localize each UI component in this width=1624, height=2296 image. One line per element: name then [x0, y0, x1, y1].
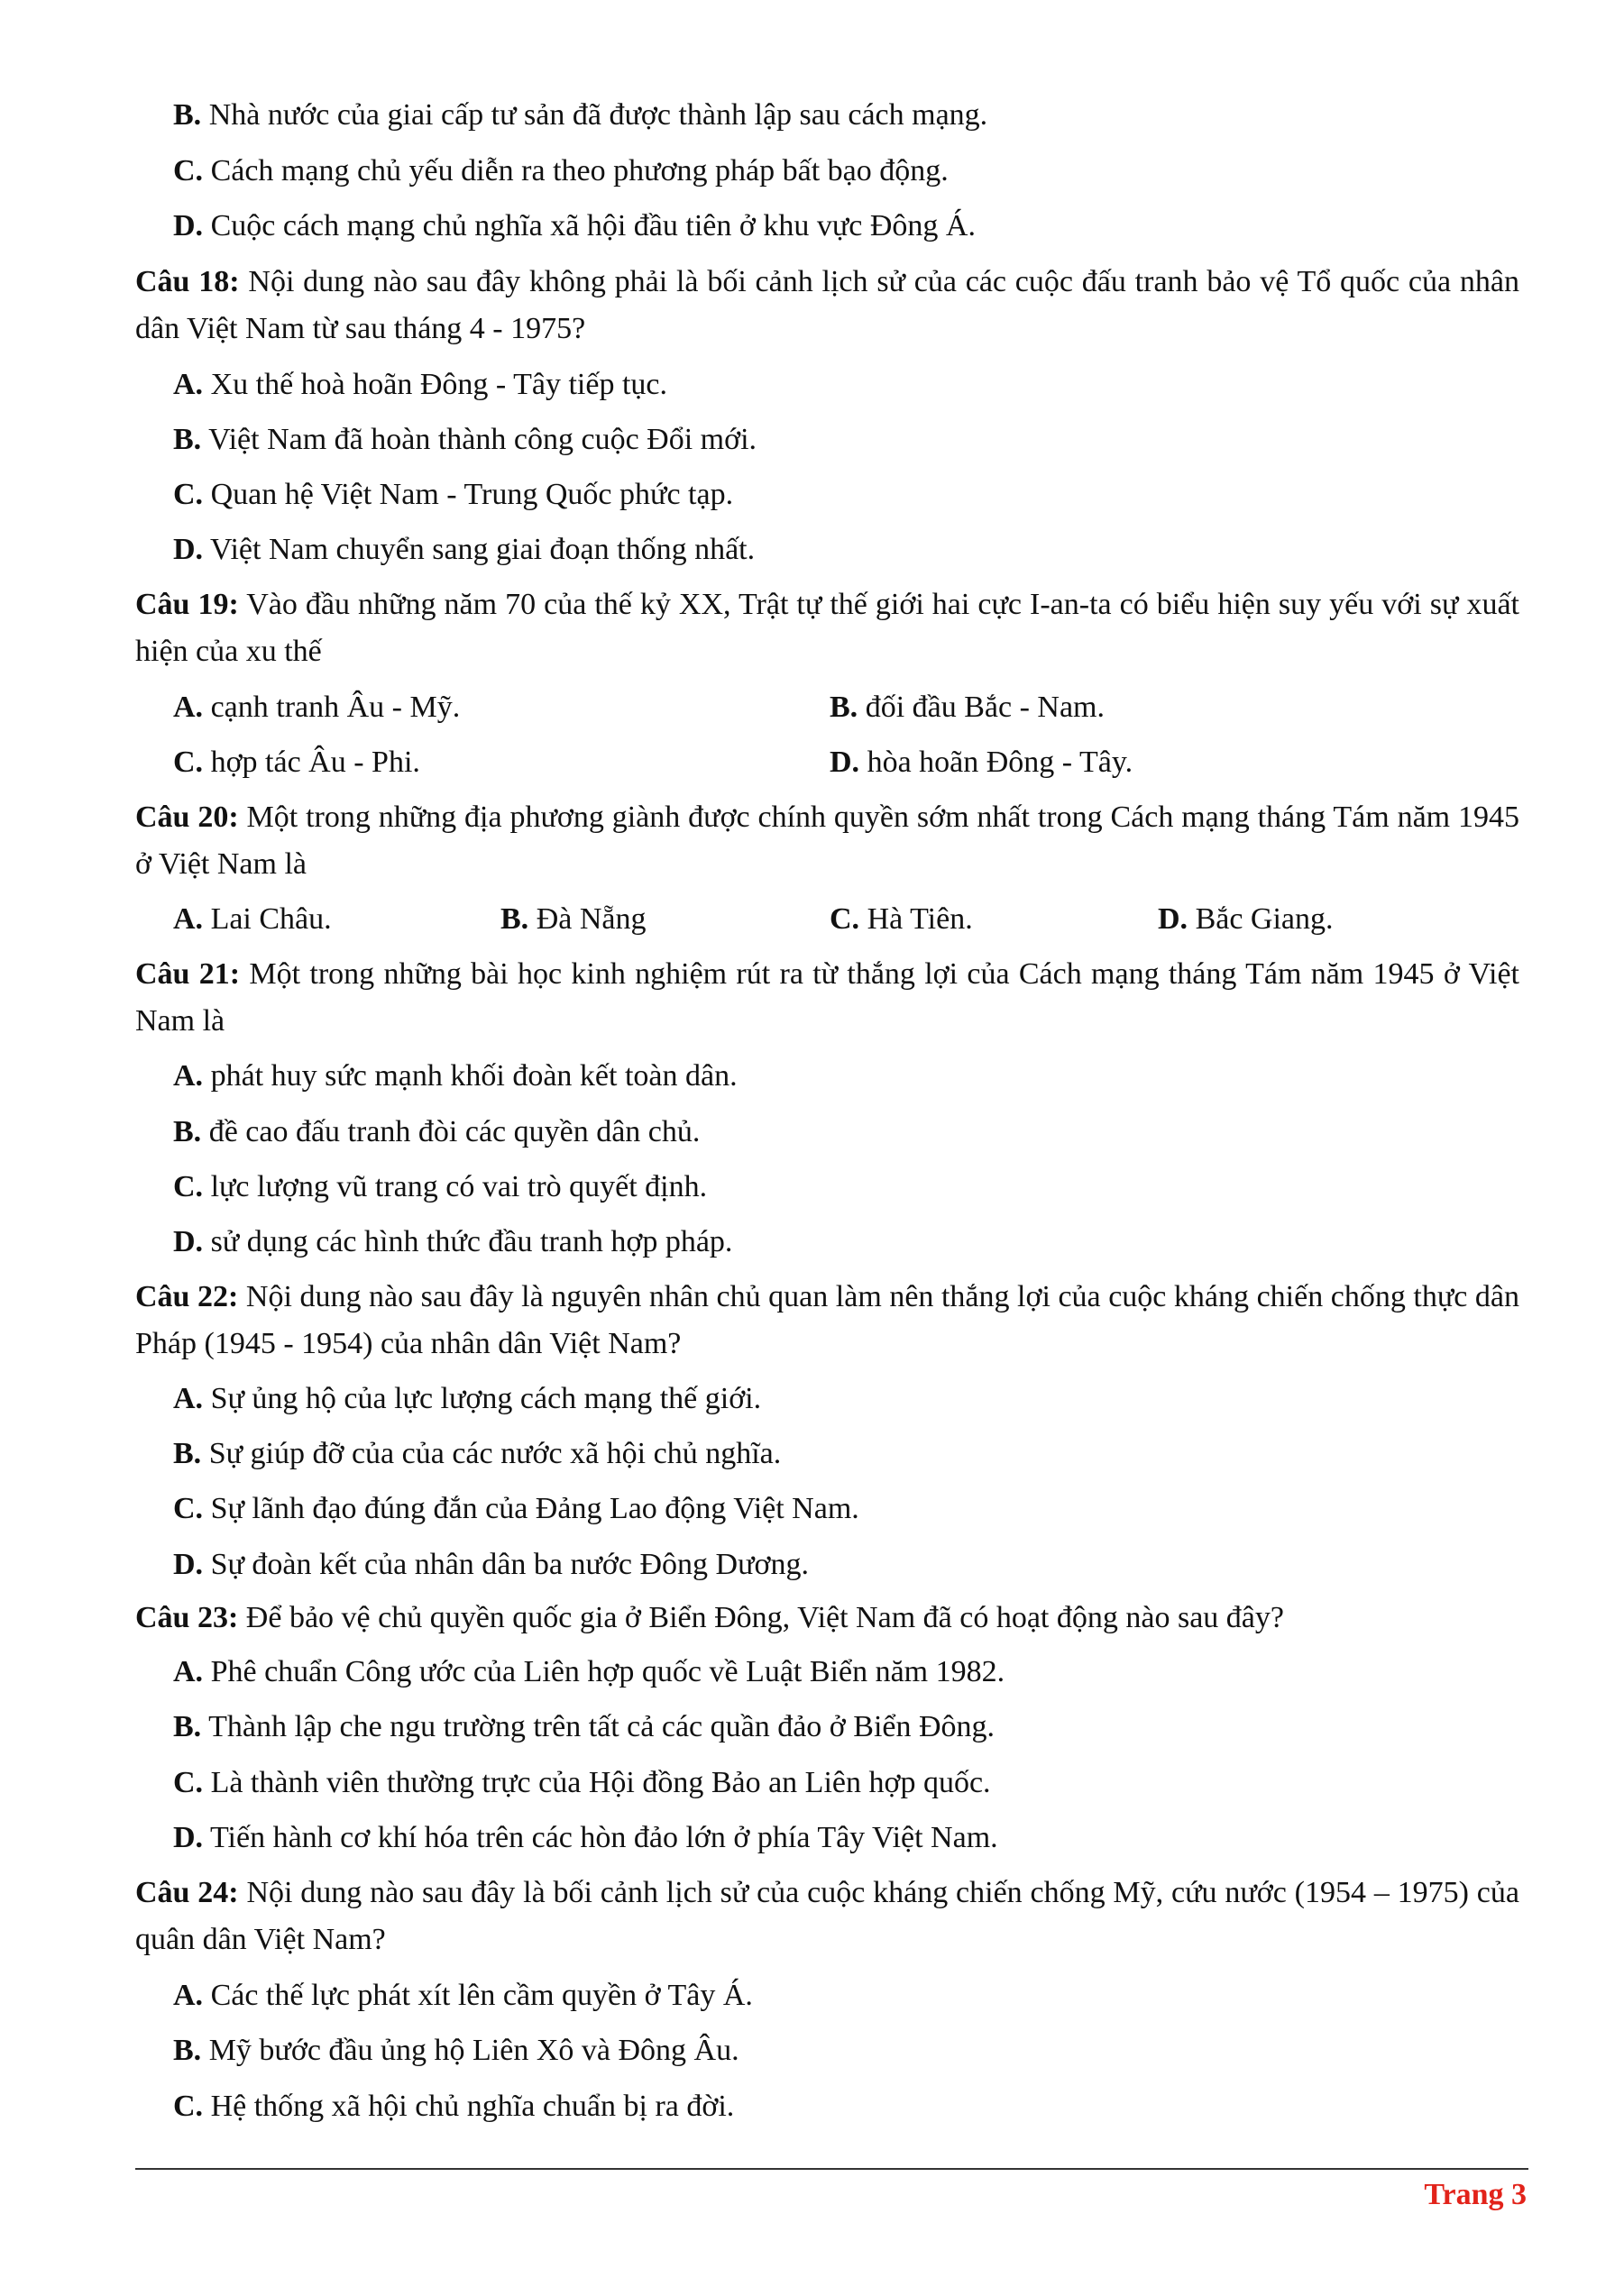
- q21-option-d: D. sử dụng các hình thức đầu tranh hợp pháp.: [173, 1225, 733, 1258]
- question-24: Câu 24: Nội dung nào sau đây là bối cảnh lịch sử của cuộc kháng chiến chống Mỹ, cứu nước (1954 – 1975) của quân dân Việt Nam?: [135, 1876, 1519, 1956]
- q23-option-d: D. Tiến hành cơ khí hóa trên các hòn đảo lớn ở phía Tây Việt Nam.: [173, 1821, 998, 1854]
- question-18: Câu 18: Nội dung nào sau đây không phải là bối cảnh lịch sử của các cuộc đấu tranh bảo vệ Tổ quốc của nhân dân Việt Nam từ sau tháng 4 - 1975?: [135, 265, 1519, 345]
- q24-option-b: B. Mỹ bước đầu ủng hộ Liên Xô và Đông Âu.: [173, 2034, 739, 2067]
- q23-option-a: A. Phê chuẩn Công ước của Liên hợp quốc về Luật Biển năm 1982.: [173, 1655, 1005, 1688]
- q21-option-a: A. phát huy sức mạnh khối đoàn kết toàn dân.: [173, 1059, 738, 1093]
- q19-option-a: A. cạnh tranh Âu - Mỹ.: [173, 691, 461, 724]
- prev-option-d: D. Cuộc cách mạng chủ nghĩa xã hội đầu tiên ở khu vực Đông Á.: [173, 209, 976, 242]
- q22-option-c: C. Sự lãnh đạo đúng đắn của Đảng Lao động Việt Nam.: [173, 1492, 859, 1525]
- question-19: Câu 19: Vào đầu những năm 70 của thế kỷ XX, Trật tự thế giới hai cực I-an-ta có biểu hiện suy yếu với sự xuất hiện của xu thế: [135, 588, 1519, 668]
- q20-option-c: C. Hà Tiên.: [830, 902, 973, 936]
- question-20: Câu 20: Một trong những địa phương giành được chính quyền sớm nhất trong Cách mạng tháng Tám năm 1945 ở Việt Nam là: [135, 800, 1519, 881]
- question-23: Câu 23: Để bảo vệ chủ quyền quốc gia ở Biển Đông, Việt Nam đã có hoạt động nào sau đây?: [135, 1601, 1284, 1634]
- q22-option-d: D. Sự đoàn kết của nhân dân ba nước Đông Dương.: [173, 1548, 809, 1581]
- q20-option-b: B. Đà Nẵng: [500, 902, 647, 936]
- q19-option-c: C. hợp tác Âu - Phi.: [173, 746, 420, 779]
- question-21: Câu 21: Một trong những bài học kinh nghiệm rút ra từ thắng lợi của Cách mạng tháng Tám năm 1945 ở Việt Nam là: [135, 957, 1519, 1038]
- footer-divider: [135, 2168, 1528, 2170]
- q22-option-a: A. Sự ủng hộ của lực lượng cách mạng thế giới.: [173, 1382, 762, 1415]
- q18-option-c: C. Quan hệ Việt Nam - Trung Quốc phức tạp.: [173, 478, 734, 511]
- q18-option-d: D. Việt Nam chuyển sang giai đoạn thống nhất.: [173, 533, 756, 566]
- prev-option-b: B. Nhà nước của giai cấp tư sản đã được thành lập sau cách mạng.: [173, 98, 988, 132]
- q20-option-a: A. Lai Châu.: [173, 902, 332, 936]
- q23-option-b: B. Thành lập che ngu trường trên tất cả các quần đảo ở Biển Đông.: [173, 1710, 996, 1743]
- q19-option-b: B. đối đầu Bắc - Nam.: [830, 691, 1105, 724]
- q24-option-c: C. Hệ thống xã hội chủ nghĩa chuẩn bị ra đời.: [173, 2090, 735, 2123]
- prev-option-c: C. Cách mạng chủ yếu diễn ra theo phương pháp bất bạo động.: [173, 154, 949, 188]
- page-number: Trang 3: [1424, 2178, 1527, 2211]
- question-22: Câu 22: Nội dung nào sau đây là nguyên nhân chủ quan làm nên thắng lợi của cuộc kháng chiến chống thực dân Pháp (1945 - 1954) của nhân dân Việt Nam?: [135, 1280, 1519, 1360]
- q23-option-c: C. Là thành viên thường trực của Hội đồng Bảo an Liên hợp quốc.: [173, 1766, 991, 1799]
- q18-option-a: A. Xu thế hoà hoãn Đông - Tây tiếp tục.: [173, 368, 667, 401]
- q18-option-b: B. Việt Nam đã hoàn thành công cuộc Đổi mới.: [173, 423, 757, 456]
- q21-option-b: B. đề cao đấu tranh đòi các quyền dân chủ.: [173, 1115, 701, 1148]
- q20-option-d: D. Bắc Giang.: [1158, 902, 1334, 936]
- q24-option-a: A. Các thế lực phát xít lên cầm quyền ở Tây Á.: [173, 1979, 753, 2012]
- q19-option-d: D. hòa hoãn Đông - Tây.: [830, 746, 1133, 779]
- q22-option-b: B. Sự giúp đỡ của của các nước xã hội chủ nghĩa.: [173, 1437, 782, 1470]
- q21-option-c: C. lực lượng vũ trang có vai trò quyết định.: [173, 1170, 708, 1203]
